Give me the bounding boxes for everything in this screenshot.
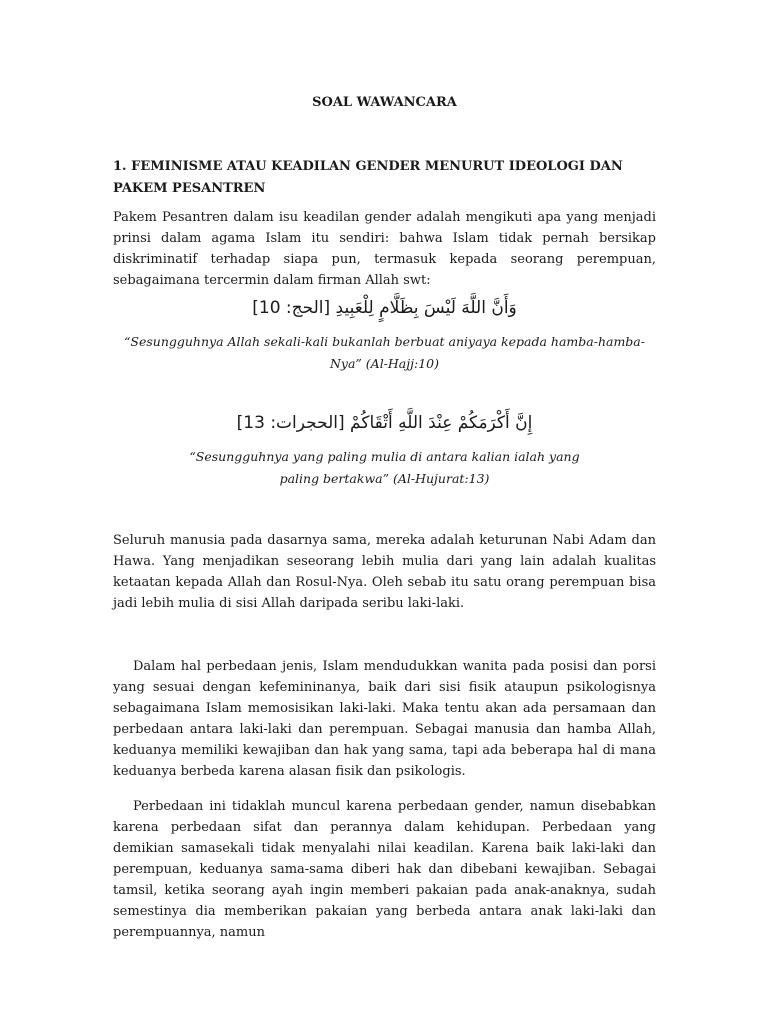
intro-paragraph: Pakem Pesantren dalam isu keadilan gender adalah mengikuti apa yang menjadi prinsi dalam agama Islam itu sendiri: bahwa Islam tidak pernah bersikap diskriminatif terhadap siapa pun, termasuk kepada seorang perempuan, sebagaimana tercermin dalam firman Allah swt:: [113, 210, 656, 288]
verse-arabic-al-hujurat: إِنَّ أَكْرَمَكُمْ عِنْدَ اللَّهِ أَتْقَاكُمْ [الحجرات: 13]: [236, 413, 533, 433]
paragraph-role-difference: Perbedaan ini tidaklah muncul karena perbedaan gender, namun disebabkan karena perbedaan sifat dan perannya dalam kehidupan. Perbedaan yang demikian samasekali tidak menyalahi nilai keadilan. Karena baik laki-laki dan perempuan, keduanya sama-sama diberi hak dan dibebani kewajiban. Sebagai tamsil, ketika seorang ayah ingin memberi pakaian pada anak-anaknya, sudah semestinya dia memberikan pakaian yang berbeda antara anak laki-laki dan perempuannya, namun: [113, 799, 656, 940]
verse-arabic-al-hajj: وَأَنَّ اللَّهَ لَيْسَ بِظَلَّامٍ لِلْعَبِيدِ [الحج: 10]: [252, 298, 517, 318]
verse-translation-al-hajj: “Sesungguhnya Allah sekali-kali bukanlah berbuat aniyaya kepada hamba-hamba-Nya” (Al-Hajj:10): [124, 334, 645, 371]
document-title: SOAL WAWANCARA: [312, 95, 457, 110]
paragraph-gender-difference: Dalam hal perbedaan jenis, Islam mendudukkan wanita pada posisi dan porsi yang sesuai dengan kefemininanya, baik dari sisi fisik ataupun psikologisnya sebagaimana Islam memosisikan laki-laki. Maka tentu akan ada persamaan dan perbedaan antara laki-laki dan perempuan. Sebagai manusia dan hamba Allah, keduanya memiliki kewajiban dan hak yang sama, tapi ada beberapa hal di mana keduanya berbeda karena alasan fisik dan psikologis.: [113, 659, 656, 779]
section-heading: 1. FEMINISME ATAU KEADILAN GENDER MENURUT IDEOLOGI DAN PAKEM PESANTREN: [113, 159, 623, 196]
document-page: [113, 0, 656, 1024]
paragraph-equality: Seluruh manusia pada dasarnya sama, mereka adalah keturunan Nabi Adam dan Hawa. Yang menjadikan seseorang lebih mulia dari yang lain adalah kualitas ketaatan kepada Allah dan Rosul-Nya. Oleh sebab itu satu orang perempuan bisa jadi lebih mulia di sisi Allah daripada seribu laki-laki.: [113, 533, 656, 611]
verse-translation-al-hujurat: “Sesungguhnya yang paling mulia di antara kalian ialah yang paling bertakwa” (Al-Hujurat:13): [189, 449, 580, 486]
